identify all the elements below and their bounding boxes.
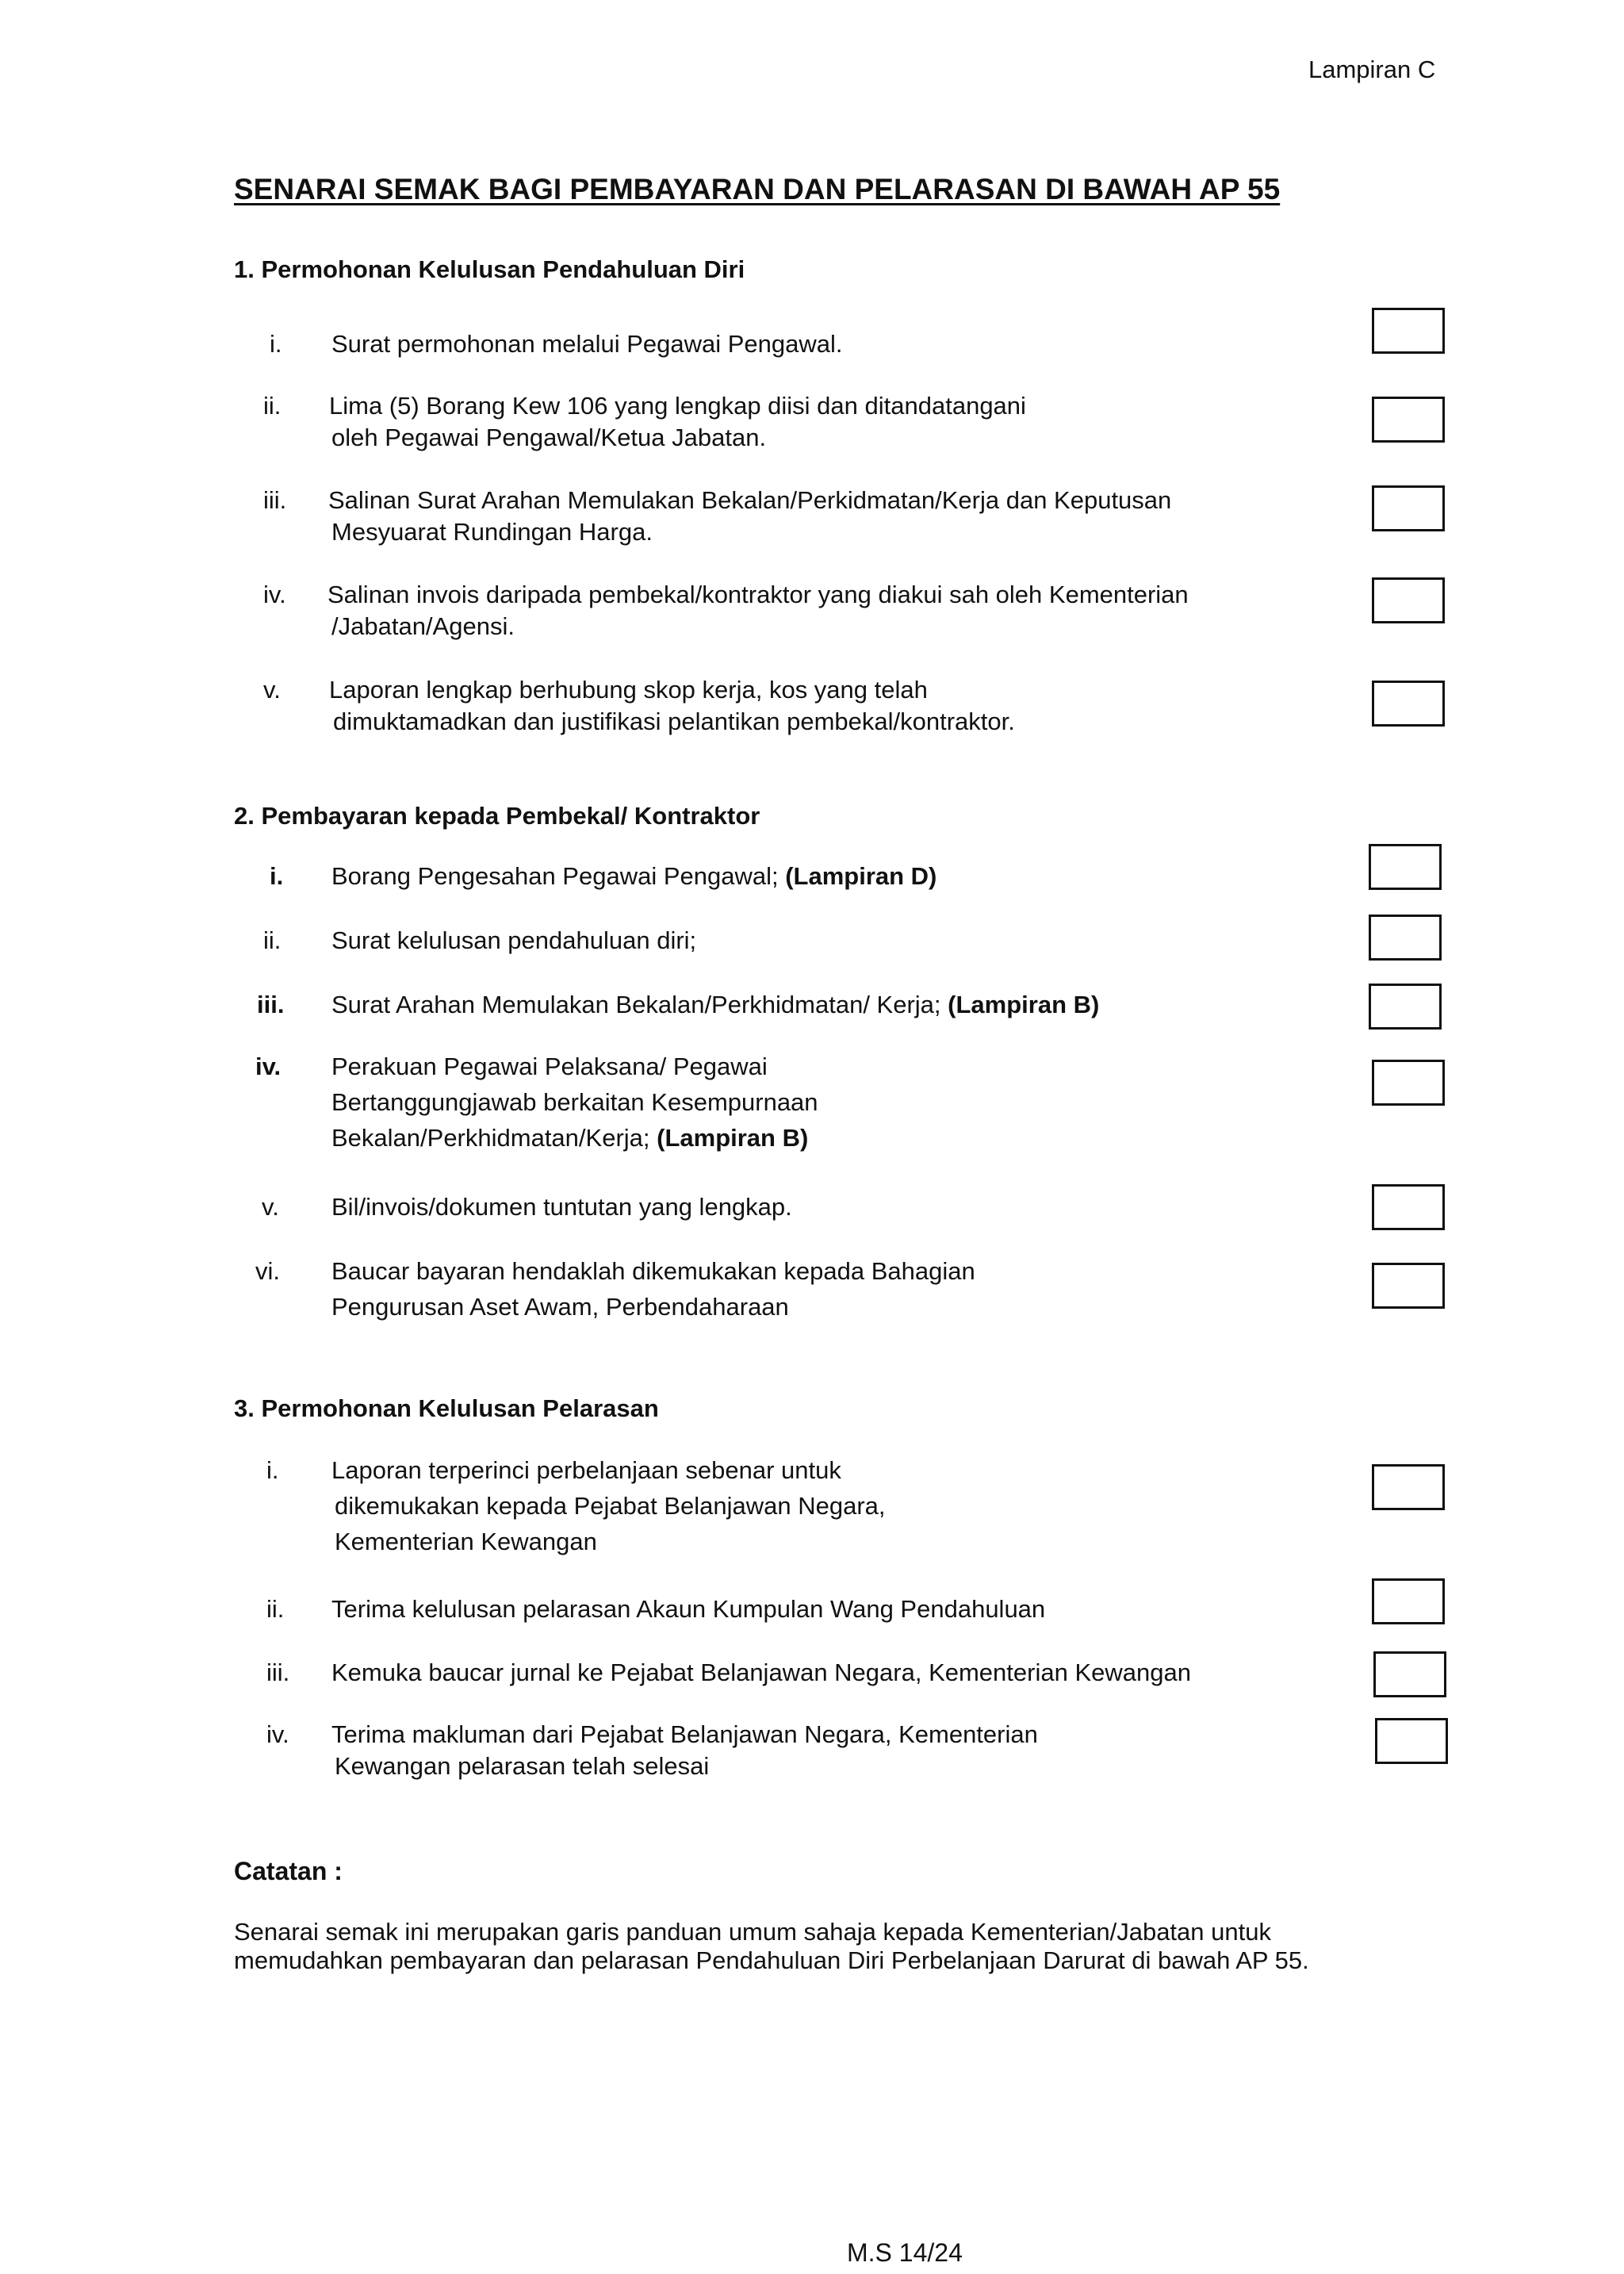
appendix-reference: (Lampiran D) xyxy=(785,862,937,890)
item-text: oleh Pegawai Pengawal/Ketua Jabatan. xyxy=(331,424,767,451)
section-heading-2: 2. Pembayaran kepada Pembekal/ Kontraktor xyxy=(234,802,760,830)
appendix-label: Lampiran C xyxy=(1308,56,1436,83)
checkbox[interactable] xyxy=(1372,1184,1445,1230)
item-numeral: iv. xyxy=(255,1053,282,1080)
item-text: Laporan lengkap berhubung skop kerja, kos yang telah xyxy=(329,676,928,704)
item-numeral: i. xyxy=(266,1456,279,1484)
appendix-reference: (Lampiran B) xyxy=(948,991,1100,1018)
item-text: Borang Pengesahan Pegawai Pengawal; (Lampiran D) xyxy=(331,862,937,890)
checkbox[interactable] xyxy=(1369,844,1442,890)
item-text: Salinan invois daripada pembekal/kontraktor yang diakui sah oleh Kementerian xyxy=(327,581,1189,608)
checkbox[interactable] xyxy=(1372,308,1445,354)
item-numeral: iii. xyxy=(257,991,285,1018)
item-numeral: i. xyxy=(270,330,282,358)
checkbox[interactable] xyxy=(1372,681,1445,727)
item-text: dimuktamadkan dan justifikasi pelantikan pembekal/kontraktor. xyxy=(333,708,1015,735)
checkbox[interactable] xyxy=(1372,1578,1445,1624)
item-numeral: i. xyxy=(270,862,284,890)
item-text: /Jabatan/Agensi. xyxy=(331,612,515,640)
checkbox[interactable] xyxy=(1372,485,1445,531)
checkbox[interactable] xyxy=(1375,1718,1448,1764)
checkbox[interactable] xyxy=(1369,984,1442,1030)
checkbox[interactable] xyxy=(1372,577,1445,623)
item-text: Terima makluman dari Pejabat Belanjawan Negara, Kementerian xyxy=(331,1720,1038,1748)
note-body: Senarai semak ini merupakan garis panduan umum sahaja kepada Kementerian/Jabatan untuk memudahkan pembayaran dan pelarasan Pendahuluan Diri Perbelanjaan Darurat di bawah AP 55. xyxy=(234,1918,1309,1974)
section-heading-1: 1. Permohonan Kelulusan Pendahuluan Diri xyxy=(234,255,745,283)
checkbox[interactable] xyxy=(1373,1651,1446,1697)
item-text: Kewangan pelarasan telah selesai xyxy=(335,1752,710,1780)
item-text: Bertanggungjawab berkaitan Kesempurnaan xyxy=(331,1088,818,1116)
appendix-reference: (Lampiran B) xyxy=(657,1124,809,1152)
item-text: Surat Arahan Memulakan Bekalan/Perkhidmatan/ Kerja; (Lampiran B) xyxy=(331,991,1100,1018)
document-title: SENARAI SEMAK BAGI PEMBAYARAN DAN PELARASAN DI BAWAH AP 55 xyxy=(234,173,1281,205)
item-numeral: iii. xyxy=(266,1659,290,1686)
item-text: dikemukakan kepada Pejabat Belanjawan Negara, xyxy=(335,1492,886,1520)
item-text: Bil/invois/dokumen tuntutan yang lengkap. xyxy=(331,1193,792,1221)
item-numeral: v. xyxy=(262,1193,279,1221)
item-numeral: iv. xyxy=(266,1720,289,1748)
item-text: Kemuka baucar jurnal ke Pejabat Belanjawan Negara, Kementerian Kewangan xyxy=(331,1659,1191,1686)
checkbox[interactable] xyxy=(1372,1263,1445,1309)
checkbox[interactable] xyxy=(1372,397,1445,443)
page-number: M.S 14/24 xyxy=(847,2238,963,2267)
item-numeral: ii. xyxy=(266,1595,285,1623)
item-text: Pengurusan Aset Awam, Perbendaharaan xyxy=(331,1293,789,1321)
item-text: Laporan terperinci perbelanjaan sebenar untuk xyxy=(331,1456,841,1484)
item-text: Surat permohonan melalui Pegawai Pengawal. xyxy=(331,330,843,358)
item-numeral: ii. xyxy=(263,392,282,420)
item-numeral: iv. xyxy=(263,581,286,608)
item-numeral: iii. xyxy=(263,486,287,514)
item-text: Surat kelulusan pendahuluan diri; xyxy=(331,926,697,954)
item-text: Kementerian Kewangan xyxy=(335,1528,597,1555)
checkbox[interactable] xyxy=(1372,1060,1445,1106)
item-text: Lima (5) Borang Kew 106 yang lengkap diisi dan ditandatangani xyxy=(329,392,1026,420)
item-numeral: vi. xyxy=(255,1257,280,1285)
section-heading-3: 3. Permohonan Kelulusan Pelarasan xyxy=(234,1394,659,1422)
item-text: Terima kelulusan pelarasan Akaun Kumpulan Wang Pendahuluan xyxy=(331,1595,1046,1623)
item-numeral: v. xyxy=(263,676,281,704)
checkbox[interactable] xyxy=(1369,915,1442,961)
item-numeral: ii. xyxy=(263,926,282,954)
item-text: Perakuan Pegawai Pelaksana/ Pegawai xyxy=(331,1053,768,1080)
checkbox[interactable] xyxy=(1372,1464,1445,1510)
item-text: Mesyuarat Rundingan Harga. xyxy=(331,518,653,546)
note-heading: Catatan : xyxy=(234,1857,343,1885)
item-text: Baucar bayaran hendaklah dikemukakan kepada Bahagian xyxy=(331,1257,975,1285)
item-text: Bekalan/Perkhidmatan/Kerja; (Lampiran B) xyxy=(331,1124,809,1152)
item-text: Salinan Surat Arahan Memulakan Bekalan/Perkidmatan/Kerja dan Keputusan xyxy=(328,486,1172,514)
